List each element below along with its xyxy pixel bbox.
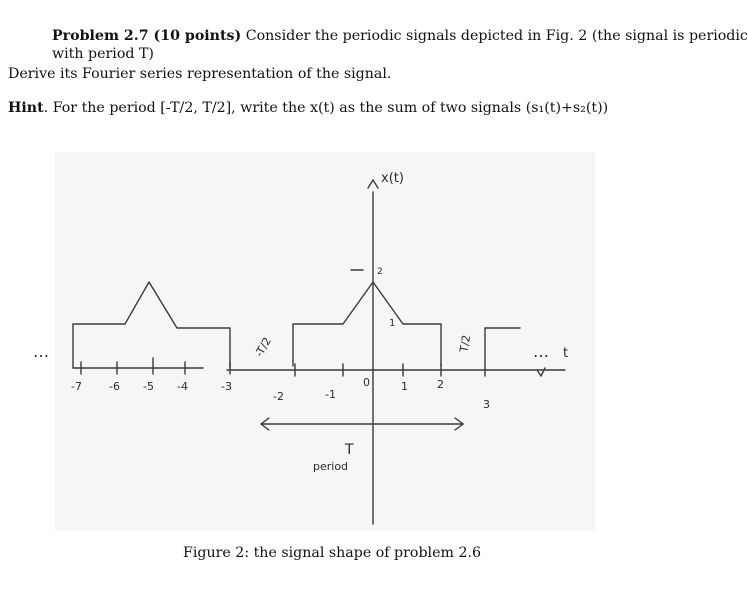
t-axis-hook (537, 368, 545, 376)
level-value-label: 1 (389, 318, 396, 329)
signal-sketch-svg (33, 152, 595, 530)
problem-title: Problem 2.7 (10 points) (52, 28, 242, 44)
hint-label: Hint (8, 100, 44, 116)
tick-label-minus-4: -4 (177, 380, 188, 393)
tick-label-minus-5: -5 (143, 380, 154, 393)
neg-t-over-2-label: -T/2 (252, 335, 274, 360)
tick-label-0: 0 (363, 376, 370, 389)
tick-label-3: 3 (483, 398, 490, 411)
figure-2-sketch (33, 152, 595, 530)
right-ellipsis: … (533, 342, 549, 361)
y-axis-arrowhead (368, 180, 378, 188)
center-period-waveform (293, 282, 441, 366)
y-axis-label: x(t) (381, 171, 404, 186)
tick-label-minus-7: -7 (71, 380, 82, 393)
tick-label-minus-2: -2 (273, 390, 284, 403)
problem-statement-line-1 (52, 27, 748, 45)
tick-label-2: 2 (437, 378, 444, 391)
hint-text: . For the period [-T/2, T/2], write the x(t) as the sum of two signals (s₁(t)+s₂(t)) (43, 100, 609, 116)
tick-label-minus-3: -3 (221, 380, 232, 393)
tick-label-minus-1: -1 (325, 388, 336, 401)
right-partial-waveform (485, 328, 520, 364)
left-ellipsis: … (33, 342, 49, 361)
t-over-2-label: T/2 (457, 333, 474, 354)
figure-caption: Figure 2: the signal shape of problem 2.6 (183, 545, 482, 561)
problem-statement-line-3: Derive its Fourier series representation of the signal. (8, 66, 392, 82)
left-period-waveform (73, 282, 230, 368)
period-t-label: T (345, 442, 354, 458)
tick-label-1: 1 (401, 380, 408, 393)
period-word-label: period (313, 460, 349, 473)
t-axis-label: t (563, 346, 569, 361)
hint-line (8, 99, 608, 117)
peak-value-label: 2 (377, 267, 383, 277)
problem-statement-line-2: with period T) (52, 46, 154, 62)
tick-label-minus-6: -6 (109, 380, 120, 393)
problem-statement-text-1: Consider the periodic signals depicted in Fig. 2 (the signal is periodic (241, 28, 748, 44)
